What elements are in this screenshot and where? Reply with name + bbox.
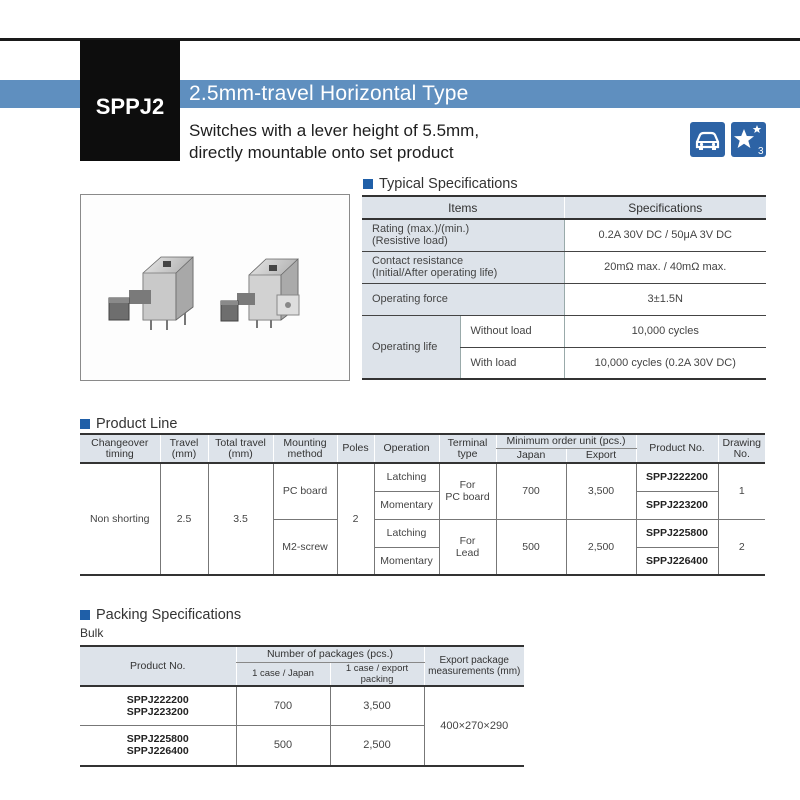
cell-drawing: 2 (718, 519, 765, 575)
pk-cell-japan: 700 (236, 686, 330, 726)
pk-header-product-no: Product No. (80, 646, 236, 686)
cell-operation: Momentary (374, 547, 439, 575)
tagline-line-1: Switches with a lever height of 5.5mm, (189, 121, 480, 140)
pk-cell-measurement: 400×270×290 (424, 686, 524, 766)
cell-operation: Latching (374, 463, 439, 491)
header-travel: Travel (mm) (160, 434, 208, 463)
spec-item-line: Contact resistance (372, 255, 464, 267)
col-header-specs: Specifications (564, 196, 766, 219)
cell-poles: 2 (337, 463, 374, 575)
model-name: SPPJ2 (95, 93, 165, 119)
cell-mounting: PC board (273, 463, 337, 519)
pk-header-case-japan: 1 case / Japan (236, 662, 330, 686)
table-row (80, 686, 524, 726)
spec-row (362, 315, 766, 347)
section-marker (80, 419, 90, 429)
star-rating-text: 3 (758, 146, 764, 157)
cell-product-no: SPPJ223200 (636, 491, 718, 519)
packing-table (80, 645, 524, 767)
header-min-order: Minimum order unit (pcs.) (496, 434, 636, 448)
spec-subitem: Without load (460, 315, 564, 347)
header-total-travel: Total travel (mm) (208, 434, 273, 463)
spec-subitem: With load (460, 347, 564, 379)
model-badge (80, 40, 180, 161)
cell-product-no: SPPJ225800 (636, 519, 718, 547)
spec-row (362, 251, 766, 283)
pk-cell-export: 2,500 (330, 726, 424, 766)
cell-product-no: SPPJ222200 (636, 463, 718, 491)
product-photo (80, 194, 350, 381)
header-export: Export (566, 448, 636, 463)
header-drawing: Drawing No. (718, 434, 765, 463)
cell-export: 3,500 (566, 463, 636, 519)
cell-changeover: Non shorting (80, 463, 160, 575)
cell-japan: 500 (496, 519, 566, 575)
header-terminal: Terminal type (439, 434, 496, 463)
tagline-line-2: directly mountable onto set product (189, 143, 454, 162)
pk-cell-product-no: SPPJ222200 SPPJ223200 (80, 686, 236, 726)
spec-value: 20mΩ max. / 40mΩ max. (564, 251, 766, 283)
cell-drawing: 1 (718, 463, 765, 519)
pk-header-num-packages: Number of packages (pcs.) (236, 646, 424, 662)
spec-row (362, 219, 766, 251)
tagline (189, 120, 479, 164)
packing-title-text: Packing Specifications (96, 607, 242, 623)
spec-item-line: (Resistive load) (372, 235, 448, 248)
bulk-label: Bulk (80, 626, 104, 640)
spec-item (362, 251, 564, 283)
section-marker (80, 610, 90, 620)
header-product-no: Product No. (636, 434, 718, 463)
car-icon (690, 122, 725, 157)
page-subtitle: 2.5mm-travel Horizontal Type (189, 82, 469, 105)
switch-small (221, 259, 299, 328)
cell-product-no: SPPJ226400 (636, 547, 718, 575)
table-row (80, 463, 765, 491)
spec-item (362, 219, 564, 251)
typical-specs-title-text: Typical Specifications (379, 176, 518, 192)
spec-value: 3±1.5N (564, 283, 766, 315)
spec-value: 10,000 cycles (564, 315, 766, 347)
spec-value: 0.2A 30V DC / 50μA 3V DC (564, 219, 766, 251)
spec-item-operating-life: Operating life (362, 315, 460, 379)
section-marker (363, 179, 373, 189)
switch-large (109, 257, 193, 330)
col-header-items: Items (362, 196, 564, 219)
cell-operation: Latching (374, 519, 439, 547)
header-changeover: Changeover timing (80, 434, 160, 463)
cell-travel: 2.5 (160, 463, 208, 575)
cell-total-travel: 3.5 (208, 463, 273, 575)
pk-cell-japan: 500 (236, 726, 330, 766)
star-rating-icon (731, 122, 766, 157)
spec-item-line: (Initial/After operating life) (372, 267, 498, 279)
typical-specs-title (363, 176, 518, 192)
spec-item: Operating force (362, 283, 564, 315)
spec-value: 10,000 cycles (0.2A 30V DC) (564, 347, 766, 379)
cell-japan: 700 (496, 463, 566, 519)
spec-row (362, 283, 766, 315)
cell-export: 2,500 (566, 519, 636, 575)
typical-specs-table (362, 195, 766, 380)
product-line-title-text: Product Line (96, 416, 178, 432)
cell-mounting: M2-screw (273, 519, 337, 575)
pk-header-measurements: Export package measurements (mm) (424, 646, 524, 686)
header-japan: Japan (496, 448, 566, 463)
pk-cell-export: 3,500 (330, 686, 424, 726)
packing-title (80, 607, 241, 623)
header-mounting: Mounting method (273, 434, 337, 463)
product-line-table (80, 433, 765, 576)
spec-item-line: Rating (max.)/(min.) (372, 223, 470, 236)
pk-cell-product-no: SPPJ225800 SPPJ226400 (80, 726, 236, 766)
header-operation: Operation (374, 434, 439, 463)
cell-terminal: For Lead (439, 519, 496, 575)
header-poles: Poles (337, 434, 374, 463)
pk-header-case-export: 1 case / export packing (330, 662, 424, 686)
product-line-title (80, 416, 177, 432)
cell-operation: Momentary (374, 491, 439, 519)
cell-terminal: For PC board (439, 463, 496, 519)
